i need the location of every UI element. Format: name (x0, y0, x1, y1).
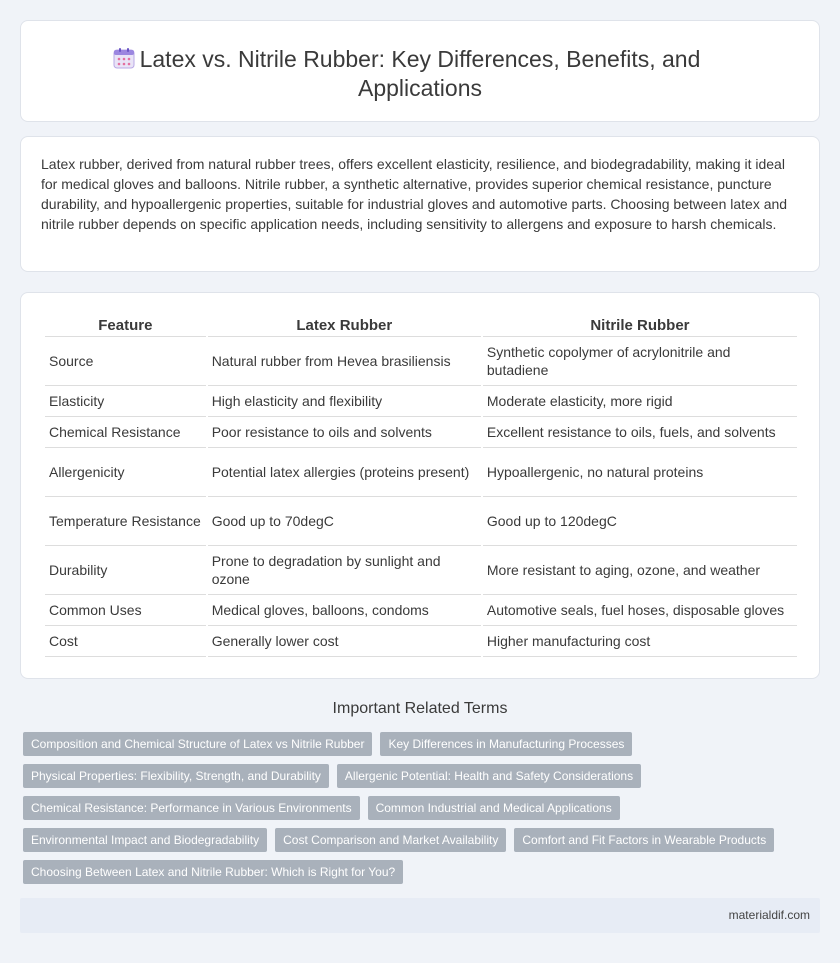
title-card (20, 20, 820, 122)
cell-nitrile: Excellent resistance to oils, fuels, and solvents (483, 417, 797, 448)
related-term-tag[interactable]: Chemical Resistance: Performance in Various Environments (23, 796, 360, 820)
related-term-tag[interactable]: Physical Properties: Flexibility, Strength, and Durability (23, 764, 329, 788)
cell-nitrile: Higher manufacturing cost (483, 626, 797, 657)
related-term-tag[interactable]: Key Differences in Manufacturing Processes (380, 732, 632, 756)
table-row (45, 595, 797, 626)
cell-latex: High elasticity and flexibility (208, 386, 481, 417)
cell-feature: Temperature Resistance (45, 497, 206, 546)
column-header-latex: Latex Rubber (208, 315, 481, 337)
table-row (45, 386, 797, 417)
cell-feature: Durability (45, 546, 206, 595)
table-row (45, 417, 797, 448)
related-term-tag[interactable]: Composition and Chemical Structure of Latex vs Nitrile Rubber (23, 732, 372, 756)
table-row (45, 337, 797, 386)
related-terms-heading: Important Related Terms (332, 700, 508, 717)
cell-feature: Elasticity (45, 386, 206, 417)
column-header-nitrile: Nitrile Rubber (483, 315, 797, 337)
related-terms-list (23, 732, 823, 892)
cell-nitrile: Synthetic copolymer of acrylonitrile and butadiene (483, 337, 797, 386)
table-row (45, 546, 797, 595)
cell-nitrile: Hypoallergenic, no natural proteins (483, 448, 797, 497)
cell-nitrile: Moderate elasticity, more rigid (483, 386, 797, 417)
cell-nitrile: Good up to 120degC (483, 497, 797, 546)
cell-feature: Allergenicity (45, 448, 206, 497)
cell-latex: Natural rubber from Hevea brasiliensis (208, 337, 481, 386)
table-row (45, 626, 797, 657)
cell-nitrile: Automotive seals, fuel hoses, disposable gloves (483, 595, 797, 626)
cell-feature: Common Uses (45, 595, 206, 626)
cell-feature: Source (45, 337, 206, 386)
column-header-feature: Feature (45, 315, 206, 337)
table-header-row (45, 315, 797, 337)
cell-latex: Good up to 70degC (208, 497, 481, 546)
cell-latex: Prone to degradation by sunlight and ozone (208, 546, 481, 595)
intro-paragraph: Latex rubber, derived from natural rubber trees, offers excellent elasticity, resilience, and biodegradability, making it ideal for medical gloves and balloons. Nitrile rubber, a synthetic alternative, provides superior chemical resistance, puncture durability, and hypoallergenic properties, suitable for industrial gloves and automotive parts. Choosing between latex and nitrile rubber depends on specific application needs, including sensitivity to allergens and exposure to harsh chemicals. (41, 156, 788, 232)
related-term-tag[interactable]: Cost Comparison and Market Availability (275, 828, 506, 852)
comparison-table-card (20, 292, 820, 679)
related-term-tag[interactable]: Choosing Between Latex and Nitrile Rubber: Which is Right for You? (23, 860, 403, 884)
related-term-tag[interactable]: Environmental Impact and Biodegradability (23, 828, 267, 852)
table-row (45, 448, 797, 497)
footer-site-link[interactable]: materialdif.com (728, 908, 810, 922)
cell-nitrile: More resistant to aging, ozone, and weather (483, 546, 797, 595)
cell-latex: Medical gloves, balloons, condoms (208, 595, 481, 626)
comparison-table (43, 315, 799, 657)
related-term-tag[interactable]: Common Industrial and Medical Applications (368, 796, 620, 820)
related-term-tag[interactable]: Allergenic Potential: Health and Safety Considerations (337, 764, 641, 788)
page-title: Latex vs. Nitrile Rubber: Key Differences, Benefits, and Applications (139, 46, 701, 101)
cell-latex: Generally lower cost (208, 626, 481, 657)
cell-feature: Cost (45, 626, 206, 657)
related-term-tag[interactable]: Comfort and Fit Factors in Wearable Products (514, 828, 774, 852)
cell-latex: Poor resistance to oils and solvents (208, 417, 481, 448)
cell-feature: Chemical Resistance (45, 417, 206, 448)
cell-latex: Potential latex allergies (proteins present) (208, 448, 481, 497)
footer (20, 898, 820, 933)
intro-card (20, 136, 820, 272)
table-row (45, 497, 797, 546)
